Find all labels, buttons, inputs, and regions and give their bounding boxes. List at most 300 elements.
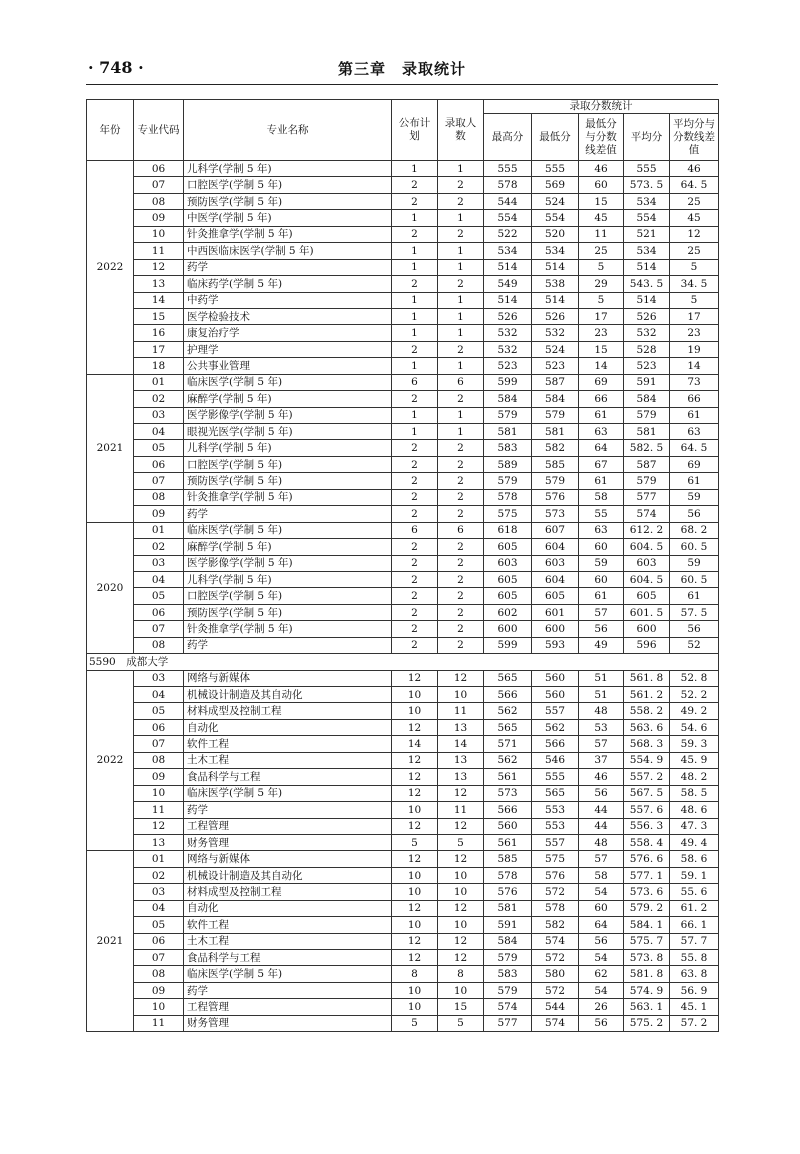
admitted-cell: 1 — [438, 407, 484, 423]
admitted-cell: 2 — [438, 489, 484, 505]
plan-cell: 6 — [392, 374, 438, 390]
code-cell: 03 — [134, 884, 184, 900]
max-score-cell: 584 — [484, 933, 532, 949]
avg-diff-cell: 55. 6 — [670, 884, 719, 900]
avg-diff-cell: 57. 7 — [670, 933, 719, 949]
min-score-cell: 572 — [532, 884, 579, 900]
code-cell: 04 — [134, 424, 184, 440]
min-diff-cell: 51 — [579, 670, 624, 686]
table-row — [87, 588, 719, 604]
avg-score-cell: 561. 8 — [624, 670, 670, 686]
table-row — [87, 834, 719, 850]
table-row — [87, 670, 719, 686]
plan-cell: 12 — [392, 719, 438, 735]
table-row — [87, 374, 719, 390]
code-cell: 10 — [134, 226, 184, 242]
name-cell: 眼视光医学(学制 5 年) — [184, 424, 392, 440]
avg-diff-cell: 5 — [670, 292, 719, 308]
code-cell: 07 — [134, 621, 184, 637]
max-score-cell: 549 — [484, 276, 532, 292]
name-cell: 网络与新媒体 — [184, 851, 392, 867]
min-score-cell: 520 — [532, 226, 579, 242]
admitted-cell: 10 — [438, 917, 484, 933]
avg-score-cell: 577. 1 — [624, 867, 670, 883]
min-diff-cell: 61 — [579, 407, 624, 423]
min-diff-cell: 26 — [579, 999, 624, 1015]
page-number: · 748 · — [88, 58, 144, 77]
plan-cell: 5 — [392, 1015, 438, 1031]
max-score-cell: 561 — [484, 834, 532, 850]
table-row — [87, 1015, 719, 1031]
table-row — [87, 966, 719, 982]
name-cell: 护理学 — [184, 341, 392, 357]
code-cell: 01 — [134, 851, 184, 867]
avg-diff-cell: 34. 5 — [670, 276, 719, 292]
plan-cell: 2 — [392, 506, 438, 522]
table-row — [87, 226, 719, 242]
admitted-cell: 1 — [438, 243, 484, 259]
min-diff-cell: 58 — [579, 489, 624, 505]
min-score-cell: 560 — [532, 687, 579, 703]
plan-cell: 2 — [392, 539, 438, 555]
table-row — [87, 604, 719, 620]
plan-cell: 10 — [392, 917, 438, 933]
code-cell: 13 — [134, 834, 184, 850]
admitted-cell: 2 — [438, 571, 484, 587]
admitted-cell: 1 — [438, 358, 484, 374]
table-row — [87, 769, 719, 785]
table-row — [87, 752, 719, 768]
min-diff-cell: 45 — [579, 210, 624, 226]
avg-score-cell: 556. 3 — [624, 818, 670, 834]
admitted-cell: 15 — [438, 999, 484, 1015]
max-score-cell: 554 — [484, 210, 532, 226]
min-score-cell: 562 — [532, 719, 579, 735]
admitted-cell: 1 — [438, 292, 484, 308]
table-row — [87, 259, 719, 275]
plan-cell: 1 — [392, 358, 438, 374]
avg-score-cell: 567. 5 — [624, 785, 670, 801]
code-cell: 02 — [134, 867, 184, 883]
avg-diff-cell: 61. 2 — [670, 900, 719, 916]
avg-diff-cell: 25 — [670, 243, 719, 259]
max-score-cell: 578 — [484, 489, 532, 505]
plan-cell: 1 — [392, 407, 438, 423]
name-cell: 口腔医学(学制 5 年) — [184, 588, 392, 604]
min-score-cell: 572 — [532, 982, 579, 998]
min-diff-cell: 60 — [579, 539, 624, 555]
avg-diff-cell: 45. 9 — [670, 752, 719, 768]
plan-cell: 10 — [392, 982, 438, 998]
code-cell: 05 — [134, 588, 184, 604]
max-score-cell: 576 — [484, 884, 532, 900]
min-diff-cell: 59 — [579, 555, 624, 571]
name-cell: 针灸推拿学(学制 5 年) — [184, 489, 392, 505]
min-diff-cell: 62 — [579, 966, 624, 982]
plan-cell: 12 — [392, 769, 438, 785]
code-cell: 04 — [134, 571, 184, 587]
admitted-cell: 5 — [438, 834, 484, 850]
code-cell: 08 — [134, 637, 184, 653]
avg-diff-cell: 52. 2 — [670, 687, 719, 703]
min-score-cell: 576 — [532, 867, 579, 883]
min-diff-cell: 54 — [579, 982, 624, 998]
admitted-cell: 2 — [438, 621, 484, 637]
min-diff-cell: 57 — [579, 736, 624, 752]
table-row — [87, 325, 719, 341]
min-diff-cell: 56 — [579, 933, 624, 949]
max-score-cell: 605 — [484, 539, 532, 555]
max-score-cell: 562 — [484, 752, 532, 768]
code-cell: 17 — [134, 341, 184, 357]
code-cell: 01 — [134, 522, 184, 538]
avg-diff-cell: 45 — [670, 210, 719, 226]
min-diff-cell: 61 — [579, 473, 624, 489]
avg-diff-cell: 48. 6 — [670, 802, 719, 818]
name-cell: 麻醉学(学制 5 年) — [184, 539, 392, 555]
max-score-cell: 600 — [484, 621, 532, 637]
admitted-cell: 12 — [438, 785, 484, 801]
name-cell: 中西医临床医学(学制 5 年) — [184, 243, 392, 259]
max-score-cell: 599 — [484, 637, 532, 653]
avg-diff-cell: 64. 5 — [670, 440, 719, 456]
avg-score-cell: 568. 3 — [624, 736, 670, 752]
avg-score-cell: 584. 1 — [624, 917, 670, 933]
avg-score-cell: 573. 8 — [624, 950, 670, 966]
avg-score-cell: 514 — [624, 259, 670, 275]
min-diff-cell: 15 — [579, 341, 624, 357]
admitted-cell: 5 — [438, 1015, 484, 1031]
min-score-cell: 553 — [532, 802, 579, 818]
admitted-cell: 2 — [438, 226, 484, 242]
name-cell: 医学影像学(学制 5 年) — [184, 407, 392, 423]
min-score-cell: 600 — [532, 621, 579, 637]
name-cell: 中药学 — [184, 292, 392, 308]
name-cell: 临床药学(学制 5 年) — [184, 276, 392, 292]
name-cell: 儿科学(学制 5 年) — [184, 161, 392, 177]
max-score-cell: 603 — [484, 555, 532, 571]
max-score-cell: 591 — [484, 917, 532, 933]
admitted-cell: 2 — [438, 637, 484, 653]
table-row — [87, 308, 719, 324]
table-row — [87, 933, 719, 949]
header-min: 最低分 — [532, 114, 579, 161]
min-score-cell: 582 — [532, 440, 579, 456]
admitted-cell: 12 — [438, 851, 484, 867]
avg-diff-cell: 55. 8 — [670, 950, 719, 966]
plan-cell: 12 — [392, 670, 438, 686]
max-score-cell: 574 — [484, 999, 532, 1015]
max-score-cell: 583 — [484, 440, 532, 456]
table-row — [87, 522, 719, 538]
admitted-cell: 2 — [438, 555, 484, 571]
code-cell: 07 — [134, 473, 184, 489]
year-cell: 2022 — [87, 670, 134, 851]
min-diff-cell: 56 — [579, 785, 624, 801]
plan-cell: 2 — [392, 226, 438, 242]
avg-score-cell: 581. 8 — [624, 966, 670, 982]
name-cell: 材料成型及控制工程 — [184, 884, 392, 900]
code-cell: 03 — [134, 407, 184, 423]
min-score-cell: 574 — [532, 933, 579, 949]
max-score-cell: 579 — [484, 407, 532, 423]
min-score-cell: 523 — [532, 358, 579, 374]
admitted-cell: 12 — [438, 933, 484, 949]
min-score-cell: 603 — [532, 555, 579, 571]
admitted-cell: 2 — [438, 539, 484, 555]
admitted-cell: 10 — [438, 982, 484, 998]
min-score-cell: 532 — [532, 325, 579, 341]
code-cell: 16 — [134, 325, 184, 341]
avg-score-cell: 604. 5 — [624, 539, 670, 555]
max-score-cell: 562 — [484, 703, 532, 719]
header-score-group: 录取分数统计 — [484, 100, 719, 114]
code-cell: 15 — [134, 308, 184, 324]
table-row — [87, 867, 719, 883]
year-cell: 2021 — [87, 374, 134, 522]
min-score-cell: 554 — [532, 210, 579, 226]
min-score-cell: 555 — [532, 161, 579, 177]
name-cell: 食品科学与工程 — [184, 769, 392, 785]
min-diff-cell: 67 — [579, 456, 624, 472]
code-cell: 03 — [134, 670, 184, 686]
admitted-cell: 2 — [438, 456, 484, 472]
admitted-cell: 2 — [438, 440, 484, 456]
admitted-cell: 10 — [438, 884, 484, 900]
name-cell: 工程管理 — [184, 818, 392, 834]
plan-cell: 12 — [392, 900, 438, 916]
name-cell: 财务管理 — [184, 834, 392, 850]
min-diff-cell: 49 — [579, 637, 624, 653]
min-score-cell: 553 — [532, 818, 579, 834]
admitted-cell: 10 — [438, 867, 484, 883]
min-score-cell: 538 — [532, 276, 579, 292]
min-score-cell: 575 — [532, 851, 579, 867]
school-row — [87, 654, 719, 670]
code-cell: 04 — [134, 900, 184, 916]
table-row — [87, 243, 719, 259]
avg-diff-cell: 46 — [670, 161, 719, 177]
code-cell: 12 — [134, 818, 184, 834]
code-cell: 09 — [134, 506, 184, 522]
name-cell: 针灸推拿学(学制 5 年) — [184, 226, 392, 242]
plan-cell: 5 — [392, 834, 438, 850]
min-score-cell: 579 — [532, 473, 579, 489]
plan-cell: 2 — [392, 555, 438, 571]
avg-diff-cell: 49. 2 — [670, 703, 719, 719]
header-avg: 平均分 — [624, 114, 670, 161]
name-cell: 药学 — [184, 802, 392, 818]
avg-diff-cell: 73 — [670, 374, 719, 390]
avg-diff-cell: 64. 5 — [670, 177, 719, 193]
avg-diff-cell: 58. 5 — [670, 785, 719, 801]
plan-cell: 2 — [392, 177, 438, 193]
page-header — [88, 58, 716, 80]
admitted-cell: 6 — [438, 522, 484, 538]
min-diff-cell: 37 — [579, 752, 624, 768]
min-diff-cell: 5 — [579, 259, 624, 275]
admitted-cell: 12 — [438, 900, 484, 916]
avg-diff-cell: 48. 2 — [670, 769, 719, 785]
plan-cell: 2 — [392, 193, 438, 209]
table-row — [87, 802, 719, 818]
min-score-cell: 605 — [532, 588, 579, 604]
max-score-cell: 566 — [484, 687, 532, 703]
avg-score-cell: 576. 6 — [624, 851, 670, 867]
min-diff-cell: 64 — [579, 440, 624, 456]
max-score-cell: 618 — [484, 522, 532, 538]
table-row — [87, 539, 719, 555]
plan-cell: 1 — [392, 424, 438, 440]
plan-cell: 2 — [392, 621, 438, 637]
plan-cell: 1 — [392, 325, 438, 341]
header-code: 专业代码 — [134, 100, 184, 161]
min-score-cell: 569 — [532, 177, 579, 193]
admitted-cell: 10 — [438, 687, 484, 703]
avg-score-cell: 554 — [624, 210, 670, 226]
max-score-cell: 579 — [484, 950, 532, 966]
name-cell: 临床医学(学制 5 年) — [184, 966, 392, 982]
table-row — [87, 341, 719, 357]
admitted-cell: 12 — [438, 670, 484, 686]
name-cell: 临床医学(学制 5 年) — [184, 785, 392, 801]
avg-diff-cell: 47. 3 — [670, 818, 719, 834]
code-cell: 13 — [134, 276, 184, 292]
avg-diff-cell: 63. 8 — [670, 966, 719, 982]
min-score-cell: 534 — [532, 243, 579, 259]
code-cell: 05 — [134, 703, 184, 719]
admitted-cell: 13 — [438, 719, 484, 735]
plan-cell: 1 — [392, 308, 438, 324]
min-score-cell: 601 — [532, 604, 579, 620]
admitted-cell: 2 — [438, 506, 484, 522]
max-score-cell: 532 — [484, 341, 532, 357]
header-min-diff: 最低分与分数线差值 — [579, 114, 624, 161]
min-diff-cell: 53 — [579, 719, 624, 735]
year-cell: 2022 — [87, 161, 134, 375]
min-score-cell: 604 — [532, 571, 579, 587]
name-cell: 工程管理 — [184, 999, 392, 1015]
avg-score-cell: 573. 6 — [624, 884, 670, 900]
name-cell: 材料成型及控制工程 — [184, 703, 392, 719]
min-diff-cell: 15 — [579, 193, 624, 209]
min-score-cell: 560 — [532, 670, 579, 686]
min-diff-cell: 60 — [579, 177, 624, 193]
max-score-cell: 578 — [484, 867, 532, 883]
plan-cell: 12 — [392, 851, 438, 867]
admitted-cell: 1 — [438, 259, 484, 275]
name-cell: 医学影像学(学制 5 年) — [184, 555, 392, 571]
plan-cell: 12 — [392, 785, 438, 801]
min-score-cell: 604 — [532, 539, 579, 555]
table-row — [87, 637, 719, 653]
plan-cell: 12 — [392, 752, 438, 768]
max-score-cell: 573 — [484, 785, 532, 801]
code-cell: 05 — [134, 440, 184, 456]
avg-diff-cell: 57. 5 — [670, 604, 719, 620]
min-diff-cell: 66 — [579, 391, 624, 407]
min-diff-cell: 48 — [579, 703, 624, 719]
code-cell: 12 — [134, 259, 184, 275]
max-score-cell: 579 — [484, 982, 532, 998]
plan-cell: 2 — [392, 341, 438, 357]
min-score-cell: 580 — [532, 966, 579, 982]
table-row — [87, 571, 719, 587]
admitted-cell: 1 — [438, 210, 484, 226]
min-score-cell: 581 — [532, 424, 579, 440]
table-row — [87, 687, 719, 703]
header-rule — [86, 84, 718, 85]
name-cell: 药学 — [184, 637, 392, 653]
admitted-cell: 2 — [438, 391, 484, 407]
avg-diff-cell: 58. 6 — [670, 851, 719, 867]
code-cell: 03 — [134, 555, 184, 571]
avg-score-cell: 579 — [624, 407, 670, 423]
admitted-cell: 2 — [438, 473, 484, 489]
table-row — [87, 621, 719, 637]
min-score-cell: 555 — [532, 769, 579, 785]
code-cell: 06 — [134, 933, 184, 949]
admitted-cell: 2 — [438, 588, 484, 604]
avg-diff-cell: 54. 6 — [670, 719, 719, 735]
plan-cell: 10 — [392, 999, 438, 1015]
max-score-cell: 581 — [484, 900, 532, 916]
name-cell: 公共事业管理 — [184, 358, 392, 374]
avg-score-cell: 526 — [624, 308, 670, 324]
name-cell: 临床医学(学制 5 年) — [184, 374, 392, 390]
avg-score-cell: 612. 2 — [624, 522, 670, 538]
admitted-cell: 14 — [438, 736, 484, 752]
name-cell: 自动化 — [184, 719, 392, 735]
plan-cell: 12 — [392, 950, 438, 966]
min-diff-cell: 25 — [579, 243, 624, 259]
max-score-cell: 526 — [484, 308, 532, 324]
max-score-cell: 579 — [484, 473, 532, 489]
avg-score-cell: 603 — [624, 555, 670, 571]
avg-diff-cell: 49. 4 — [670, 834, 719, 850]
min-diff-cell: 64 — [579, 917, 624, 933]
table-row — [87, 851, 719, 867]
min-diff-cell: 56 — [579, 1015, 624, 1031]
max-score-cell: 566 — [484, 802, 532, 818]
min-score-cell: 557 — [532, 703, 579, 719]
table-row — [87, 950, 719, 966]
avg-score-cell: 574 — [624, 506, 670, 522]
code-cell: 06 — [134, 604, 184, 620]
min-diff-cell: 44 — [579, 818, 624, 834]
min-diff-cell: 61 — [579, 588, 624, 604]
avg-score-cell: 600 — [624, 621, 670, 637]
plan-cell: 10 — [392, 687, 438, 703]
min-diff-cell: 63 — [579, 522, 624, 538]
admitted-cell: 12 — [438, 818, 484, 834]
admitted-cell: 2 — [438, 341, 484, 357]
avg-score-cell: 557. 6 — [624, 802, 670, 818]
name-cell: 中医学(学制 5 年) — [184, 210, 392, 226]
max-score-cell: 560 — [484, 818, 532, 834]
code-cell: 10 — [134, 785, 184, 801]
admitted-cell: 1 — [438, 424, 484, 440]
code-cell: 10 — [134, 999, 184, 1015]
max-score-cell: 577 — [484, 1015, 532, 1031]
min-score-cell: 526 — [532, 308, 579, 324]
min-diff-cell: 51 — [579, 687, 624, 703]
code-cell: 06 — [134, 161, 184, 177]
min-score-cell: 565 — [532, 785, 579, 801]
min-score-cell: 566 — [532, 736, 579, 752]
min-score-cell: 576 — [532, 489, 579, 505]
avg-score-cell: 596 — [624, 637, 670, 653]
